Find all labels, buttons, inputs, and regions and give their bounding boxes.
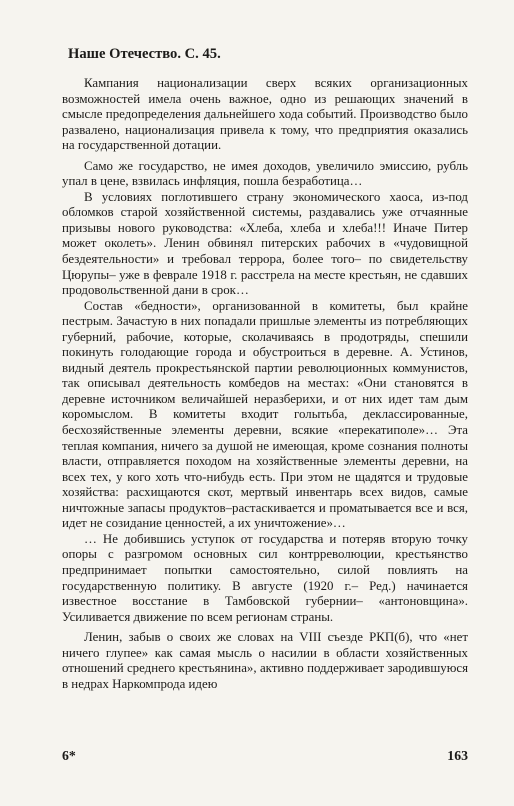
paragraph: Состав «бедности», организованной в комитеты, был крайне пестрым. Зачастую в них попадали пришлые элементы из потребляющих губерний, рабочие, которые, сколачиваясь в продотряды, спешили покинуть голодающие города и обустроиться в деревне. А. Устинов, видный деятель прокрестьянской партии революционных коммунистов, так описывал деятельность комбедов на местах: «Они становятся в деревне источником величайшей неразберихи, и от них идет там дым коромыслом. В комитеты входит голытьба, деклассированные, бесхозяйственные элементы деревни, всякие «перекатиполе»… Эта теплая компания, ничего за душой не имеющая, кроме сознания полноты власти, отправляется походом на хозяйственные элементы деревни, на всех тех, у кого хоть что-нибудь есть. При этом не щадятся и трудовые хозяйства: расхищаются скот, мертвый инвентарь всех видов, самые ничтожные запасы продуктов–растаскивается и проматывается все и вся, идет не созидание ценностей, а их уничтожение»… — [62, 298, 468, 531]
paragraph: … Не добившись уступок от государства и потеряв вторую точку опоры с разгромом основных сил контрреволюции, крестьянство предпринимает попытки самостоятельно, силой повлиять на государственную политику. В августе (1920 г.– Ред.) начинается известное восстание в Тамбовской губернии– «антоновщина». Усиливается движение по всем регионам страны. — [62, 531, 468, 624]
paragraph: Ленин, забыв о своих же словах на VIII съезде РКП(б), что «нет ничего глупее» как самая мысль о насилии в области хозяйственных отношений среднего крестьянина», активно поддерживает зародившуюся в недрах Наркомпрода идею — [62, 630, 468, 691]
paragraph: Кампания национализации сверх всяких организационных возможностей имела очень важное, одно из решающих значений в смысле предопределения дальнейшего хода событий. Производство было развалено, национализация привела к тому, что предприятия оказались на государственной дотации. — [62, 76, 468, 153]
signature-mark: 6* — [62, 748, 76, 763]
source-heading: Наше Отечество. С. 45. — [68, 46, 221, 62]
body-text — [62, 76, 468, 692]
paragraph: Само же государство, не имея доходов, увеличило эмиссию, рубль упал в цене, взвилась инфляция, пошла безработица… — [62, 158, 468, 189]
paragraph: В условиях поглотившего страну экономического хаоса, из-под обломков старой хозяйственной системы, раздавались уже отчаянные призывы нового руководства: «Хлеба, хлеба и хлеба!!! Иначе Питер может околеть». Ленин обвинял питерских рабочих в «чудовищной бездеятельности» и требовал террора, более того– по свидетельству Цюрупы– уже в феврале 1918 г. расстрела на месте крестьян, не сдавших продовольственной дани в срок… — [62, 189, 468, 298]
page-footer — [62, 748, 468, 764]
page-number: 163 — [447, 748, 468, 763]
